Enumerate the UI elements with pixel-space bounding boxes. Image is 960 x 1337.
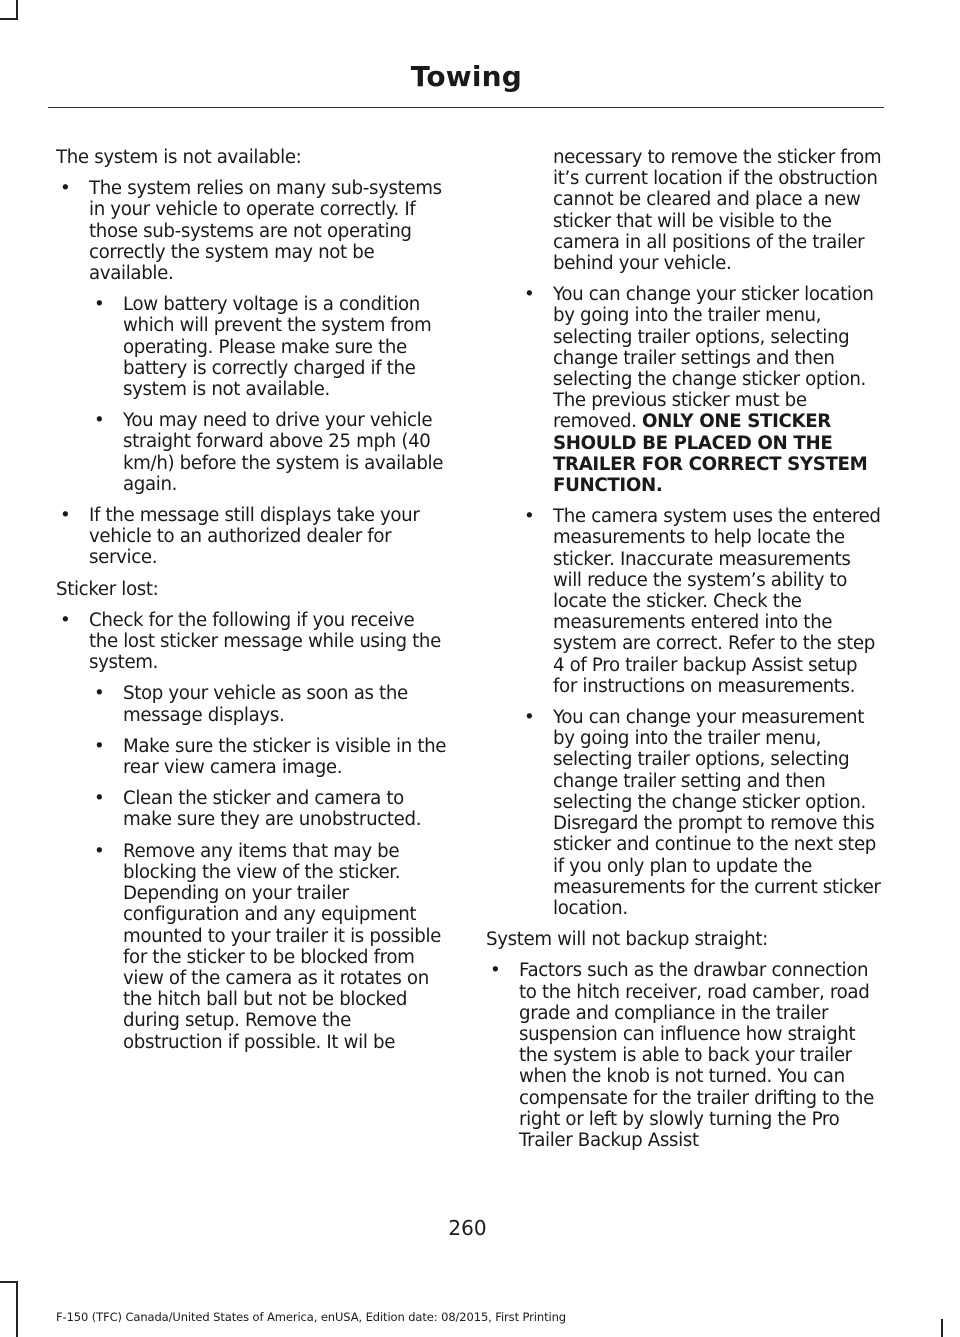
list-item (56, 294, 448, 400)
list-item-text: Make sure the sticker is visible in the rear view camera image. (123, 735, 447, 779)
list-item-text: Check for the following if you receive the lost sticker message while using the system. (89, 609, 441, 674)
list-item (486, 506, 882, 697)
list-item (56, 788, 448, 830)
list-item (486, 707, 882, 919)
bullet: • (60, 505, 71, 527)
list-item (56, 610, 448, 674)
bullet: • (94, 788, 105, 810)
section-heading: Sticker lost: (56, 578, 159, 600)
bullet: • (94, 294, 105, 316)
bullet: • (524, 506, 535, 528)
list-item-text: Low battery voltage is a condition which will prevent the system from operating. Please make sure the battery is correctly charged if the system is not available. (123, 294, 432, 401)
list-item (486, 960, 882, 1151)
list-item-text: Factors such as the drawbar connection to the hitch receiver, road camber, road grade and compliance in the trailer suspension can influence how straight the system is able to back your trailer when the knob is not turned. You can compensate for the trailer drifting to the right or left by slowly turning the Pro Trailer Backup Assist (519, 960, 874, 1151)
bullet: • (60, 609, 71, 631)
crop-mark-bottom-right-vertical (941, 1319, 943, 1337)
header-rule (48, 107, 884, 108)
crop-mark-bottom-left-horizontal (0, 1281, 18, 1283)
list-item (56, 841, 448, 1053)
list-item (56, 178, 448, 284)
list-item-text: You may need to drive your vehicle straight forward above 25 mph (40 km/h) before the system is available again. (123, 410, 444, 495)
bullet: • (490, 960, 501, 982)
list-item-text: Stop your vehicle as soon as the message displays. (123, 683, 408, 726)
bullet: • (524, 284, 535, 306)
warning-text: ONLY ONE STICKER SHOULD BE PLACED ON THE TRAILER FOR CORRECT SYSTEM FUNCTION. (553, 411, 868, 497)
page-title: Towing (410, 60, 522, 93)
list-item (56, 683, 448, 725)
left-column (56, 147, 448, 1063)
list-item (56, 505, 448, 569)
list-item-text: Remove any items that may be blocking the view of the sticker. Depending on your trailer configuration and any equipment mounted to your trailer it is possible for the sticker to be blocked from view of the camera as it rotates on the hitch ball but not be blocked during setup. Remove the obstruction if possible. It wil be (123, 840, 442, 1053)
intro-text: The system is not available: (56, 147, 302, 168)
list-item (486, 284, 882, 496)
continued-text: necessary to remove the sticker from it’s current location if the obstruction cannot be cleared and place a new sticker that will be visible to the camera in all positions of the trailer behind your vehicle. (553, 147, 882, 275)
bullet: • (94, 840, 105, 862)
list-item-text: The system relies on many sub-systems in your vehicle to operate correctly. If those sub-systems are not operating correctly the system may not be available. (89, 178, 442, 285)
right-column (486, 147, 882, 1161)
bullet: • (524, 707, 535, 729)
list-item-text: Clean the sticker and camera to make sure they are unobstructed. (123, 788, 422, 831)
page-number: 260 (448, 1216, 487, 1240)
list-item-text: You can change your measurement by going into the trailer menu, selecting trailer options, selecting change trailer setting and then selecting the change sticker option. Disregard the prompt to remove this sticker and continue to the next step if you only plan to update the measurements for the current sticker location. (553, 707, 881, 919)
footer-text: F-150 (TFC) Canada/United States of America, enUSA, Edition date: 08/2015, First Printing (56, 1310, 566, 1324)
crop-mark-bottom-left-vertical (16, 1281, 18, 1337)
bullet: • (94, 735, 105, 757)
bullet: • (94, 683, 105, 705)
list-item-text: You can change your sticker location by going into the trailer menu, selecting trailer options, selecting change trailer settings and then selecting the change sticker option. The previous sticker must be removed. (553, 284, 874, 433)
crop-mark-top-left-horizontal (0, 18, 18, 20)
crop-mark-top-left-vertical (16, 0, 18, 18)
bullet: • (94, 410, 105, 432)
bullet: • (60, 178, 71, 200)
list-item-text: The camera system uses the entered measurements to help locate the sticker. Inaccurate measurements will reduce the system’s ability to locate the sticker. Check the measurements entered into the system are correct. Refer to the step 4 of Pro trailer backup Assist setup for instructions on measurements. (553, 506, 881, 697)
list-item-text: If the message still displays take your vehicle to an authorized dealer for service. (89, 505, 420, 569)
list-item (56, 736, 448, 778)
section-heading: System will not backup straight: (486, 929, 768, 951)
list-item (56, 410, 448, 495)
